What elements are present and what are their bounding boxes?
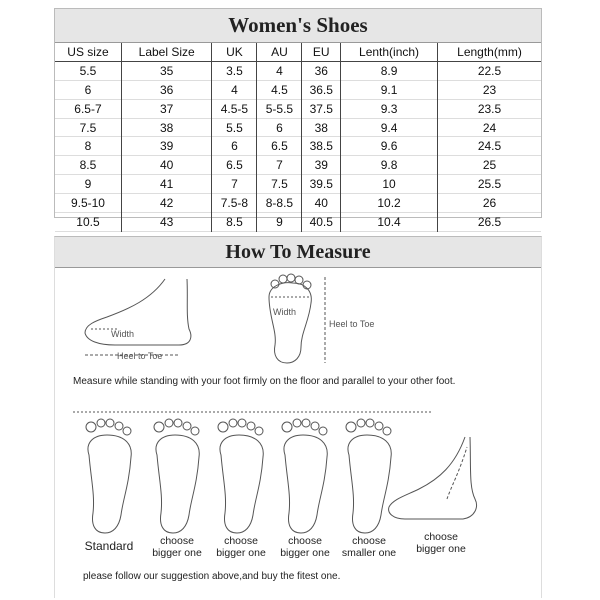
size-table-cell: 23.5: [477, 101, 502, 116]
size-table-header-cell: EU: [302, 43, 341, 61]
size-table-cell: 10.2: [341, 194, 438, 213]
size-table-cell: 9.3: [341, 99, 438, 118]
size-table-cell: 26: [482, 196, 497, 211]
size-table-header-row: [55, 43, 541, 61]
size-table-cell: 36.5: [302, 80, 341, 99]
size-table-cell: 10: [341, 175, 438, 194]
size-table-cell: 6: [257, 118, 302, 137]
footer-note: please follow our suggestion above,and buy the fitest one.: [83, 571, 341, 582]
size-table-cell: 7: [257, 156, 302, 175]
size-table-cell: 38: [121, 118, 212, 137]
size-table-cell: 23: [482, 82, 497, 97]
size-table-cell: 9.5-10: [55, 194, 121, 213]
size-table-cell: 24: [482, 120, 497, 135]
size-chart-title: Women's Shoes: [55, 9, 541, 43]
size-table-cell: 7: [212, 175, 257, 194]
size-table-cell: 9.4: [341, 118, 438, 137]
side-heel-label: Heel to Toe: [117, 351, 163, 361]
footprint-caption-line2: bigger one: [216, 547, 266, 559]
size-table-header-cell: US size: [55, 43, 121, 61]
size-table-cell: 4: [212, 80, 257, 99]
footprint-caption: [205, 535, 277, 559]
size-table-cell: 9: [257, 213, 302, 232]
size-table-row: [55, 137, 541, 156]
size-table-cell: 40: [302, 194, 341, 213]
size-table-cell: 22.5: [477, 63, 502, 78]
footprint-caption: [269, 535, 341, 559]
size-table: [55, 43, 541, 232]
footprint-caption-line1: choose: [352, 535, 386, 547]
side-choice-line1: choose: [424, 531, 458, 543]
top-width-label: Width: [273, 307, 297, 317]
size-table-cell: 9.8: [341, 156, 438, 175]
how-to-measure-title: How To Measure: [55, 237, 541, 268]
footprint-caption-line2: smaller one: [341, 547, 397, 559]
top-foot-illustration: [269, 274, 325, 363]
size-table-row: [55, 99, 541, 118]
size-chart-panel: [54, 8, 542, 229]
footprint-caption-line1: choose: [224, 535, 258, 547]
size-table-row: [55, 118, 541, 137]
size-table-cell: 36: [121, 80, 212, 99]
size-table-cell: 25: [482, 158, 497, 173]
size-table-cell: 4: [257, 61, 302, 80]
size-table-cell: 38.5: [302, 137, 341, 156]
side-choice-caption: [401, 531, 481, 555]
size-table-cell: 39: [302, 156, 341, 175]
size-table-cell: 40: [121, 156, 212, 175]
top-heel-label: Heel to Toe: [329, 319, 375, 329]
size-table-cell: 4.5: [257, 80, 302, 99]
footprints: [86, 419, 391, 533]
size-table-cell: 6.5-7: [55, 99, 121, 118]
size-table-cell: 37: [121, 99, 212, 118]
size-table-cell: 7.5-8: [212, 194, 257, 213]
size-table-cell: 4.5-5: [212, 99, 257, 118]
size-table-cell: 8.5: [212, 213, 257, 232]
footprint-caption-line2: bigger one: [280, 547, 330, 559]
size-table-cell: 36: [302, 61, 341, 80]
size-table-cell: 42: [121, 194, 212, 213]
size-table-cell: 41: [121, 175, 212, 194]
size-table-header-cell: Lenth(inch): [341, 43, 438, 61]
footprint-caption: [333, 535, 405, 559]
size-table-cell: 8.9: [341, 61, 438, 80]
footprint-caption-line1: Standard: [84, 539, 134, 553]
size-table-cell: 6: [55, 80, 121, 99]
size-table-row: [55, 194, 541, 213]
size-table-cell: 3.5: [212, 61, 257, 80]
size-table-cell: 38: [302, 118, 341, 137]
size-table-cell: 8: [55, 137, 121, 156]
size-table-header-cell: UK: [212, 43, 257, 61]
size-table-header-cell: Label Size: [121, 43, 212, 61]
size-table-cell: 40.5: [302, 213, 341, 232]
footprint-caption-line1: choose: [160, 535, 194, 547]
size-table-cell: 7.5: [257, 175, 302, 194]
size-table-cell: 24.5: [477, 139, 502, 154]
footprint-caption: [141, 535, 213, 559]
size-table-cell: 39: [121, 137, 212, 156]
size-table-cell: 25.5: [477, 177, 502, 192]
size-table-cell: 7.5: [55, 118, 121, 137]
size-table-cell: 9.1: [341, 80, 438, 99]
size-table-cell: 43: [121, 213, 212, 232]
size-table-cell: 37.5: [302, 99, 341, 118]
size-table-header-cell: Length(mm): [457, 44, 522, 59]
size-table-cell: 6.5: [212, 156, 257, 175]
size-table-cell: 8-8.5: [257, 194, 302, 213]
side-choice-line2: bigger one: [416, 543, 466, 555]
footprint-caption-line2: bigger one: [152, 547, 202, 559]
size-table-cell: 5-5.5: [257, 99, 302, 118]
footprint-caption: [73, 535, 145, 553]
size-table-row: [55, 156, 541, 175]
side-foot-illustration: [85, 279, 191, 355]
size-table-body: [55, 61, 541, 231]
size-table-cell: 5.5: [212, 118, 257, 137]
size-table-row: [55, 80, 541, 99]
how-to-measure-panel: [54, 236, 542, 598]
size-table-cell: 10.5: [55, 213, 121, 232]
size-table-cell: 6.5: [257, 137, 302, 156]
size-table-row: [55, 61, 541, 80]
size-table-row: [55, 213, 541, 232]
size-table-cell: 9.6: [341, 137, 438, 156]
footprint-caption-line1: choose: [288, 535, 322, 547]
size-table-header-cell: AU: [257, 43, 302, 61]
size-table-cell: 10.4: [341, 213, 438, 232]
side-arch-illustration: [389, 437, 477, 519]
side-width-label: Width: [111, 329, 135, 339]
size-table-cell: 35: [121, 61, 212, 80]
size-table-cell: 39.5: [302, 175, 341, 194]
size-table-cell: 6: [212, 137, 257, 156]
measure-instruction: Measure while standing with your foot firmly on the floor and parallel to your other foot.: [73, 376, 456, 387]
size-table-cell: 26.5: [477, 214, 502, 229]
size-table-cell: 9: [55, 175, 121, 194]
size-table-row: [55, 175, 541, 194]
size-table-cell: 8.5: [55, 156, 121, 175]
size-table-cell: 5.5: [55, 61, 121, 80]
